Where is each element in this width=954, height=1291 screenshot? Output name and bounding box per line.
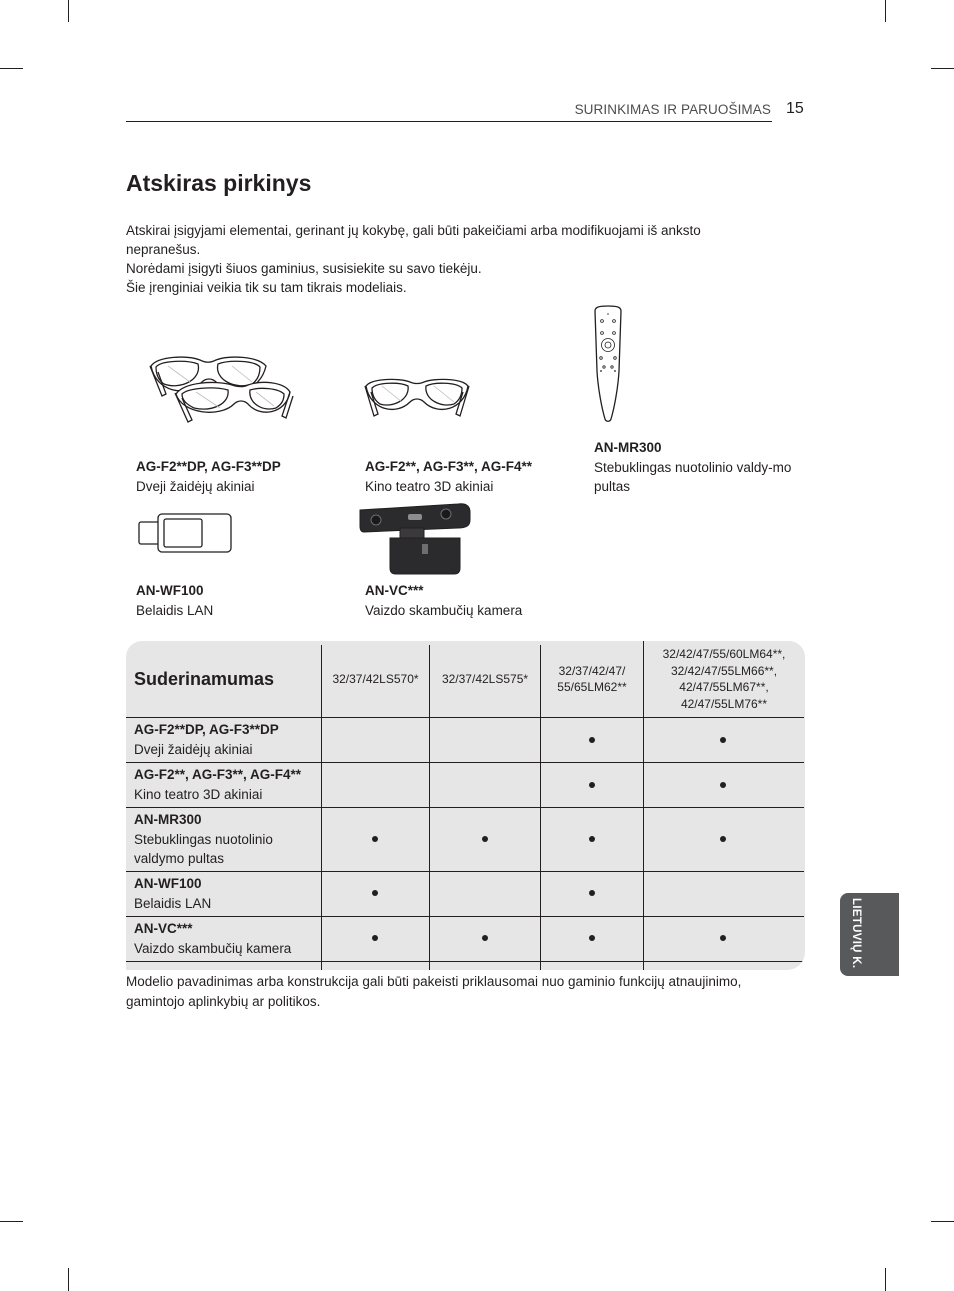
3d-glasses-icon [362,376,472,428]
accessory-description: Stebuklingas nuotolinio valdy-mo pultas [594,459,792,494]
table-row-label [134,874,211,913]
table-row-label [134,765,301,804]
accessory-model: AN-VC*** [365,583,424,598]
language-tab-label: LIETUVIŲ K. [850,898,862,969]
table-divider [126,961,804,962]
table-divider [126,871,804,872]
compatible-mark [720,782,726,788]
intro-text [126,221,776,297]
compatible-mark [482,836,488,842]
accessory-model: AN-WF100 [136,583,204,598]
crop-mark [0,1221,23,1222]
crop-mark [68,1268,69,1291]
video-call-camera-icon [358,498,474,576]
header-rule [126,121,772,122]
crop-mark [68,0,69,22]
row-model: AN-VC*** [134,921,193,936]
compatible-mark [372,935,378,941]
accessory-model: AN-MR300 [594,440,662,455]
row-model: AN-MR300 [134,812,202,827]
compatible-mark [720,737,726,743]
accessory-caption [136,581,213,620]
compatible-mark [589,782,595,788]
table-divider [643,641,644,970]
table-column-header: 32/37/42LS570* [332,671,419,686]
crop-mark [931,1221,954,1222]
accessory-caption [365,581,522,620]
accessory-description: Kino teatro 3D akiniai [365,478,494,494]
accessory-description: Dveji žaidėjų akiniai [136,478,255,494]
compatible-mark [720,836,726,842]
table-divider [126,762,804,763]
row-description: Stebuklingas nuotolinio valdymo pultas [134,831,273,866]
footnote: Modelio pavadinimas arba konstrukcija gali būti pakeisti priklausomai nuo gaminio funkcijų atnaujinimo, gamintojo aplinkybių ar politikos. [126,974,742,1009]
table-row-label [134,810,314,869]
accessory-description: Belaidis LAN [136,602,214,618]
compatible-mark [720,935,726,941]
intro-paragraph: Atskirai įsigyjami elementai, gerinant jų kokybę, gali būti pakeičiami arba modifikuojami iš anksto nepranešus. [126,223,701,257]
compatible-mark [589,836,595,842]
section-header: SURINKIMAS IR PARUOŠIMAS [574,102,771,117]
crop-mark [0,68,23,69]
magic-remote-icon [592,305,624,423]
compatible-mark [589,890,595,896]
intro-paragraph: Norėdami įsigyti šiuos gaminius, susisiekite su savo tiekėju. [126,261,482,276]
table-divider [126,717,804,718]
compatible-mark [372,890,378,896]
table-divider [126,807,804,808]
table-row-label [134,919,291,958]
compatible-mark [589,737,595,743]
accessory-caption [136,457,281,496]
page-number: 15 [786,100,804,117]
row-model: AG-F2**DP, AG-F3**DP [134,722,279,737]
compatible-mark [482,935,488,941]
table-divider [126,916,804,917]
row-model: AN-WF100 [134,876,202,891]
intro-paragraph: Šie įrenginiai veikia tik su tam tikrais modeliais. [126,280,407,295]
table-column-header: 32/37/42/47/ 55/65LM62** [557,663,627,694]
dual-play-glasses-icon [148,352,294,428]
compatible-mark [589,935,595,941]
crop-mark [885,0,886,22]
table-column-header: 32/37/42LS575* [441,671,529,686]
wireless-lan-dongle-icon [136,512,234,554]
row-model: AG-F2**, AG-F3**, AG-F4** [134,767,302,782]
accessory-model: AG-F2**DP, AG-F3**DP [136,459,281,474]
accessory-caption [594,438,794,497]
row-description: Vaizdo skambučių kamera [134,940,292,956]
accessory-caption [365,457,532,496]
accessory-model: AG-F2**, AG-F3**, AG-F4** [365,459,533,474]
crop-mark [885,1268,886,1291]
row-description: Dveji žaidėjų akiniai [134,741,253,757]
accessory-description: Vaizdo skambučių kamera [365,602,523,618]
table-row-label [134,720,279,759]
crop-mark [931,68,954,69]
compatible-mark [372,836,378,842]
compatibility-table [126,641,805,970]
row-description: Kino teatro 3D akiniai [134,786,263,802]
table-column-header: 32/42/47/55/60LM64**, 32/42/47/55LM66**, 42/47/55LM67**, 42/47/55LM76** [662,647,786,711]
row-description: Belaidis LAN [134,895,212,911]
compatibility-heading: Suderinamumas [134,669,275,689]
page-title: Atskiras pirkinys [126,170,312,196]
